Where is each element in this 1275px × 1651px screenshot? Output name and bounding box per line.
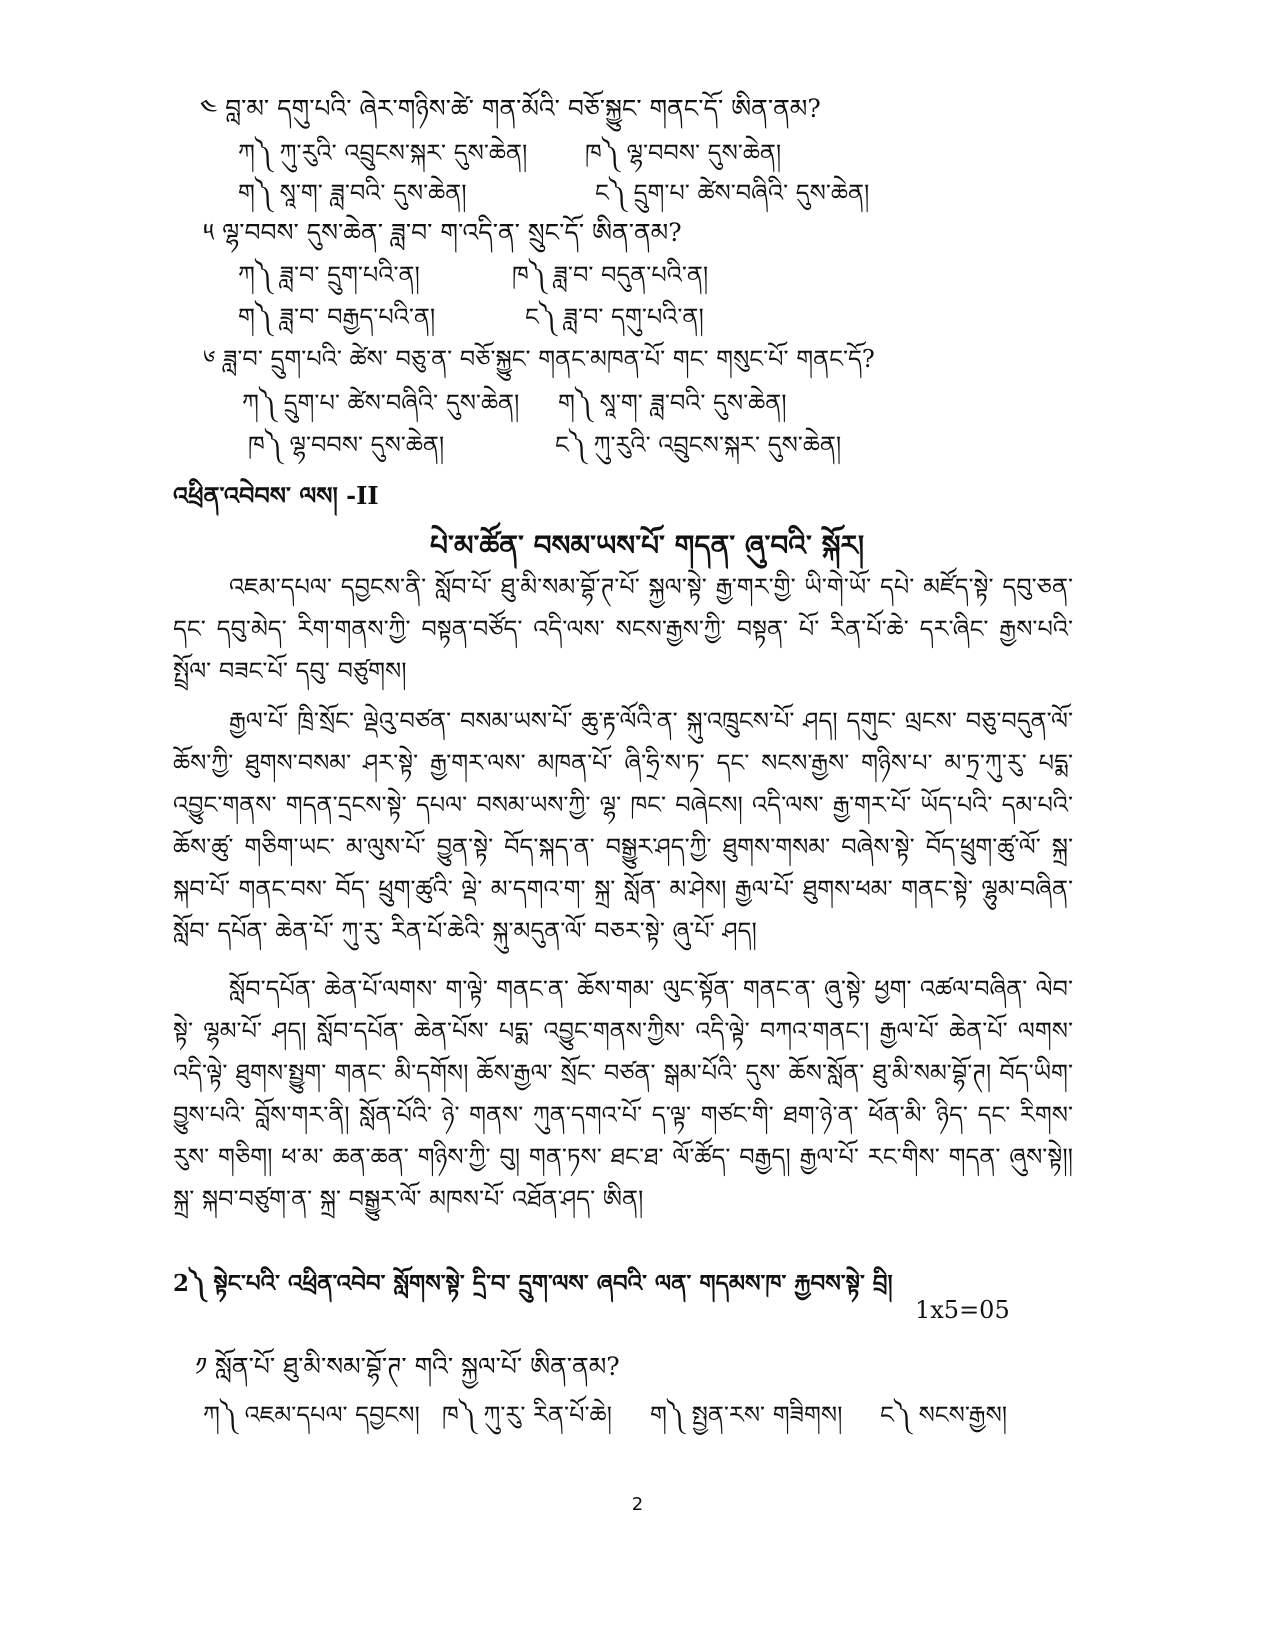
q6-option-ga: ག༽ སཱ་ག་ ཟླ་བའི་ དུས་ཆེན། <box>558 389 787 417</box>
section-label: འཕྲིན་འབེབས་ ལས། -II <box>173 481 379 510</box>
q4-option-ka: ཀ༽ ཀུ་རུའི་ འབྲུངས་སྐར་ དུས་ཆེན། <box>238 139 528 167</box>
q6-option-ka: ཀ༽ དྲུག་པ་ ཚེས་བཞིའི་ དུས་ཆེན། <box>242 389 520 417</box>
q6-option-nga: ང༽ ཀུ་རུའི་ འབྲུངས་སྐར་ དུས་ཆེན། <box>555 431 842 459</box>
question-4: ༤ བླ་མ་ དགུ་པའི་ ཞེར་གཉིས་ཚེ་ གན་མོའི་ བཅོ་སྐྱུང་ གནང་དོ་ ཨིན་ནམ? <box>200 94 821 123</box>
s2q1-option-nga: ང༽ སངས་རྒྱས། <box>880 1401 1008 1429</box>
q4-option-ga: ག༽ སཱ་ག་ ཟླ་བའི་ དུས་ཆེན། <box>238 179 467 207</box>
passage-paragraph-1: འཇམ་དཔལ་ དབྱངས་ནི་ སློབ་པོ་ ཐུ་མི་སམ་བྷོ་ཊ་པོ་ སྐྱལ་སྟེ་ རྒྱ་གར་གྱི་ ཡི་གེ་ཡོ་ དཔེ་ མཛོད་སྟེ་ དབུ་ཅན་ དང་ དབུ་མེད་ རིག་གནས་ཀྱི་ བསྟན་བཙོད་ འདི་ལས་ སངས་རྒྱས་ཀྱི་ བསྟན་ པོ་ རིན་པོ་ཆེ་ དར་ཞིང་ རྒྱས་པའི་ སྤྲོལ་ བཟང་པོ་ དབུ་ བཙུགས། <box>173 573 1073 685</box>
q5-option-ga: ག༽ ཟླ་བ་ བརྒྱད་པའི་ན། <box>238 303 436 331</box>
score-marker: 1x5=05 <box>915 1296 1010 1324</box>
page-number: 2 <box>631 1494 644 1515</box>
section2-instruction: 2༽ སྟེང་པའི་ འཕྲིན་འབེབ་ སློགས་སྟེ་ དྲི་བ་ དྲུག་ལས་ ཞབའི་ ལན་ གདམས་ཁ་ རྐྱབས་སྟེ་ བྲི། <box>173 1270 893 1297</box>
question-5: ༥ ལྷ་བབས་ དུས་ཆེན་ ཟླ་བ་ ག་འདི་ན་ སྲུང་དོ་ ཨིན་ནམ? <box>203 218 682 247</box>
q6-option-kha: ཁ༽ ལྷ་བབས་ དུས་ཆེན། <box>248 431 445 459</box>
q4-option-kha: ཁ༽ ལྷ་བབས་ དུས་ཆེན། <box>585 139 782 167</box>
q5-option-nga: ང༽ ཟླ་བ་ དགུ་པའི་ན། <box>525 303 704 331</box>
q4-option-nga: ང༽ དྲུག་པ་ ཚེས་བཞིའི་ དུས་ཆེན། <box>595 179 870 207</box>
s2q1-option-ka: ཀ༽ འཇམ་དཔལ་ དབྱངས། <box>203 1401 420 1429</box>
passage-paragraph-2: རྒྱལ་པོ་ ཁྲི་སྲོང་ ལྡེའུ་བཙན་ བསམ་ཡས་པོ་ ཆུ་རྟ་ལོའི་ན་ སྐུ་འཁྲུངས་པོ་ ཤད། དགུང་ ལྲངས་ བཅུ་བདུན་ལོ་ ཆོས་ཀྱི་ ཐུགས་བསམ་ ཤར་སྟེ་ རྒྱ་གར་ལས་ མཁན་པོ་ ཞི་ཧྲི་ས་ཏ་ དང་ སངས་རྒྱས་ གཉིས་པ་ མ་ཏྲ་ཀུ་རུ་ པདྨ་ འབྱུང་གནས་ གདན་དྲངས་སྟེ་ དཔལ་ བསམ་ཡས་ཀྱི་ ལྷ་ ཁང་ བཞེངས། འདི་ལས་ རྒྱ་གར་པོ་ ཡོད་པའི་ དམ་པའི་ ཆོས་ཚུ་ གཅིག་ཡང་ མ་ལུས་པོ་ བྱུན་སྟེ་ བོད་སྐད་ན་ བསྒྱུར་ཤད་ཀྱི་ ཐུགས་གསམ་ བཞེས་སྟེ་ བོད་ཕྲུག་ཚུ་ལོ་ སྐྲ་ སྐབ་པོ་ གནང་བས་ བོད་ ཕྲུག་ཚུའི་ ལྡེ་ མ་དགའ་ག་ སྐྲ་ སློན་ མ་ཤེས། རྒྱལ་པོ་ ཐུགས་ཕམ་ གནང་སྟེ་ ལྷུམ་བཞིན་ སློབ་ དཔོན་ ཆེན་པོ་ ཀུ་རུ་ རིན་པོ་ཆེའི་ སྐུ་མདུན་ལོ་ བཅར་སྟེ་ ཞུ་པོ་ ཤད། <box>173 707 1073 945</box>
s2q1-option-kha: ཁ༽ ཀུ་རུ་ རིན་པོ་ཆེ། <box>442 1401 612 1429</box>
q5-option-kha: ཁ༽ ཟླ་བ་ བདུན་པའི་ན། <box>512 261 709 289</box>
q5-option-ka: ཀ༽ ཟླ་བ་ དྲུག་པའི་ན། <box>238 261 420 289</box>
section2-question-1: ༡ སློན་པོ་ ཐུ་མི་སམ་བྷོ་ཊ་ གའི་ སྐྱལ་པོ་ ཨིན་ནམ? <box>195 1352 620 1381</box>
passage-title: པེ་མ་ཚོན་ བསམ་ཡས་པོ་ གདན་ ཞུ་བའི་ སྐོར། <box>430 529 865 562</box>
passage-paragraph-3: སློབ་དཔོན་ ཆེན་པོ་ལགས་ ག་ལྟེ་ གནང་ན་ ཆོས་གམ་ ལུང་སྟོན་ གནང་ན་ ཞུ་སྟེ་ ཕྱག་ འཚལ་བཞིན་ ལེབ་སྟེ་ ལྷམ་པོ་ ཤད། སློབ་དཔོན་ ཆེན་པོས་ པདྨ་ འབྱུང་གནས་ཀྱིས་ འདི་ལྟེ་ བཀའ་གནང་། རྒྱལ་པོ་ ཆེན་པོ་ ལགས་ འདི་ལྟེ་ ཐུགས་སྤྱུག་ གནང་ མི་དགོས། ཆོས་རྒྱལ་ སྲོང་ བཙན་ སྒམ་པོའི་ དུས་ ཆོས་སློན་ ཐུ་མི་སམ་བྷོ་ཊ། བོད་ཡིག་ བྱུས་པའི་ བློས་གར་ནི། སློན་པོའི་ ཉེ་ གནས་ ཀུན་དགའ་པོ་ ད་ལྟ་ གཙང་གི་ ཐག་ཉེ་ན་ ཕོན་མི་ ཉིད་ དང་ རིགས་རུས་ གཅིག། ཕ་མ་ ཆན་ཆན་ གཉིས་ཀྱི་ བུ། གན་ཏས་ ཐང་ཐ་ ལོ་ཚོད་ བརྒྱད། རྒྱལ་པོ་ རང་གིས་ གདན་ ཞུས་སྟེ།། སྐྲ་ སྐབ་བཙུག་ན་ སྐྲ་ བསྒྱུར་ལོ་ མཁས་པོ་ འཐོན་ཤད་ ཨིན། <box>173 975 1073 1213</box>
s2q1-option-ga: ག༽ སྤྱན་རས་ གཟིགས། <box>650 1401 843 1429</box>
question-6: ༦ ཟླ་བ་ དྲུག་པའི་ ཚེས་ བཅུ་ན་ བཅོ་སྐྱུང་ གནང་མཁན་པོ་ གང་ གསུང་པོ་ གནང་དོ? <box>203 345 875 373</box>
